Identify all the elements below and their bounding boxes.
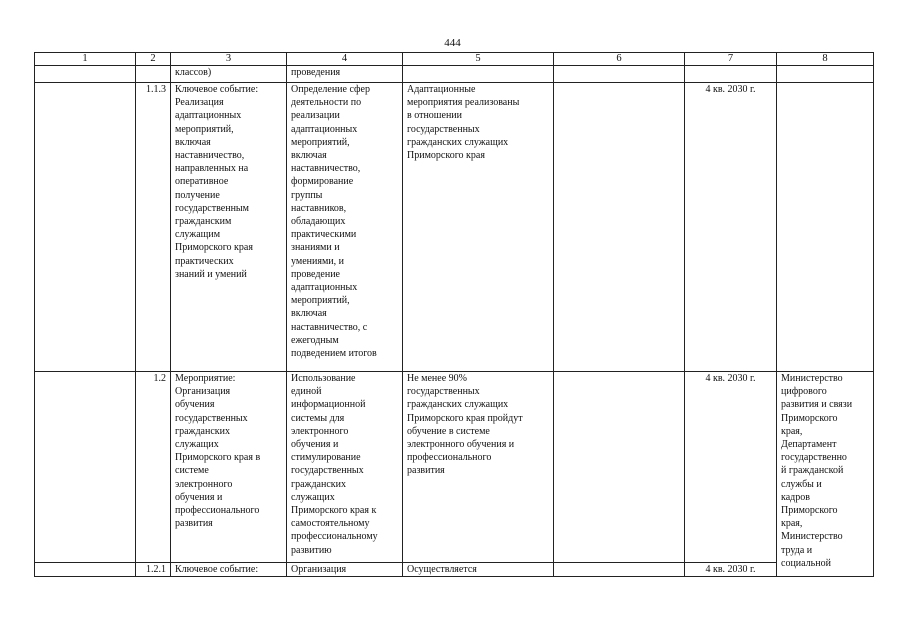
header-cell: 1	[35, 53, 136, 66]
table-cell	[35, 372, 136, 563]
header-cell: 7	[685, 53, 777, 66]
page-number: 444	[444, 37, 461, 49]
expected-result: Не менее 90% государственных гражданских служащих Приморского края пройдут обучение в системе электронного обучения и профессионального развития	[403, 372, 554, 563]
activity-description: Использование единой информационной системы для электронного обучения и стимулирование государственных гражданских служащих Приморского края к самостоятельному профессиональному развитию	[287, 372, 403, 563]
event-description: Мероприятие: Организация обучения государственных гражданских служащих Приморского края в системе электронного обучения и профессионального развития	[171, 372, 287, 563]
deadline: 4 кв. 2030 г.	[685, 83, 777, 372]
table-cell	[554, 563, 685, 577]
item-number: 1.1.3	[136, 83, 171, 372]
responsible: Министерство цифрового развития и связи Приморского края, Департамент государственно й гражданской службы и кадров Приморского края, Министерство труда и социальной	[777, 372, 874, 577]
deadline: 4 кв. 2030 г.	[685, 563, 777, 577]
table-row	[35, 66, 874, 83]
header-cell: 3	[171, 53, 287, 66]
table-cell	[554, 83, 685, 372]
header-cell: 4	[287, 53, 403, 66]
table-cell	[554, 372, 685, 563]
header-cell: 6	[554, 53, 685, 66]
table-cell	[685, 66, 777, 83]
header-row	[35, 53, 874, 66]
item-number: 1.2	[136, 372, 171, 563]
table-cell	[136, 66, 171, 83]
plan-table	[34, 52, 874, 577]
table-cell: классов)	[171, 66, 287, 83]
activity-description: Организация	[287, 563, 403, 577]
event-description: Ключевое событие: Реализация адаптационных мероприятий, включая наставничество, направленных на оперативное получение государственным гражданским служащим Приморского края практических знаний и умений	[171, 83, 287, 372]
activity-description: Определение сфер деятельности по реализации адаптационных мероприятий, включая наставничество, формирование группы наставников, обладающих практическими знаниями и умениями, и проведение адаптационных мероприятий, включая наставничество, с ежегодным подведением итогов	[287, 83, 403, 372]
expected-result: Адаптационные мероприятия реализованы в отношении государственных гражданских служащих Приморского края	[403, 83, 554, 372]
responsible	[777, 83, 874, 372]
header-cell: 5	[403, 53, 554, 66]
table-cell	[777, 66, 874, 83]
table-row	[35, 563, 874, 577]
table-cell: проведения	[287, 66, 403, 83]
table-cell	[403, 66, 554, 83]
table-cell	[35, 66, 136, 83]
expected-result: Осуществляется	[403, 563, 554, 577]
event-description: Ключевое событие:	[171, 563, 287, 577]
table-row	[35, 83, 874, 372]
deadline: 4 кв. 2030 г.	[685, 372, 777, 563]
table-cell	[35, 563, 136, 577]
header-cell: 2	[136, 53, 171, 66]
table-cell	[554, 66, 685, 83]
table-row	[35, 372, 874, 563]
header-cell: 8	[777, 53, 874, 66]
table-cell	[35, 83, 136, 372]
item-number: 1.2.1	[136, 563, 171, 577]
